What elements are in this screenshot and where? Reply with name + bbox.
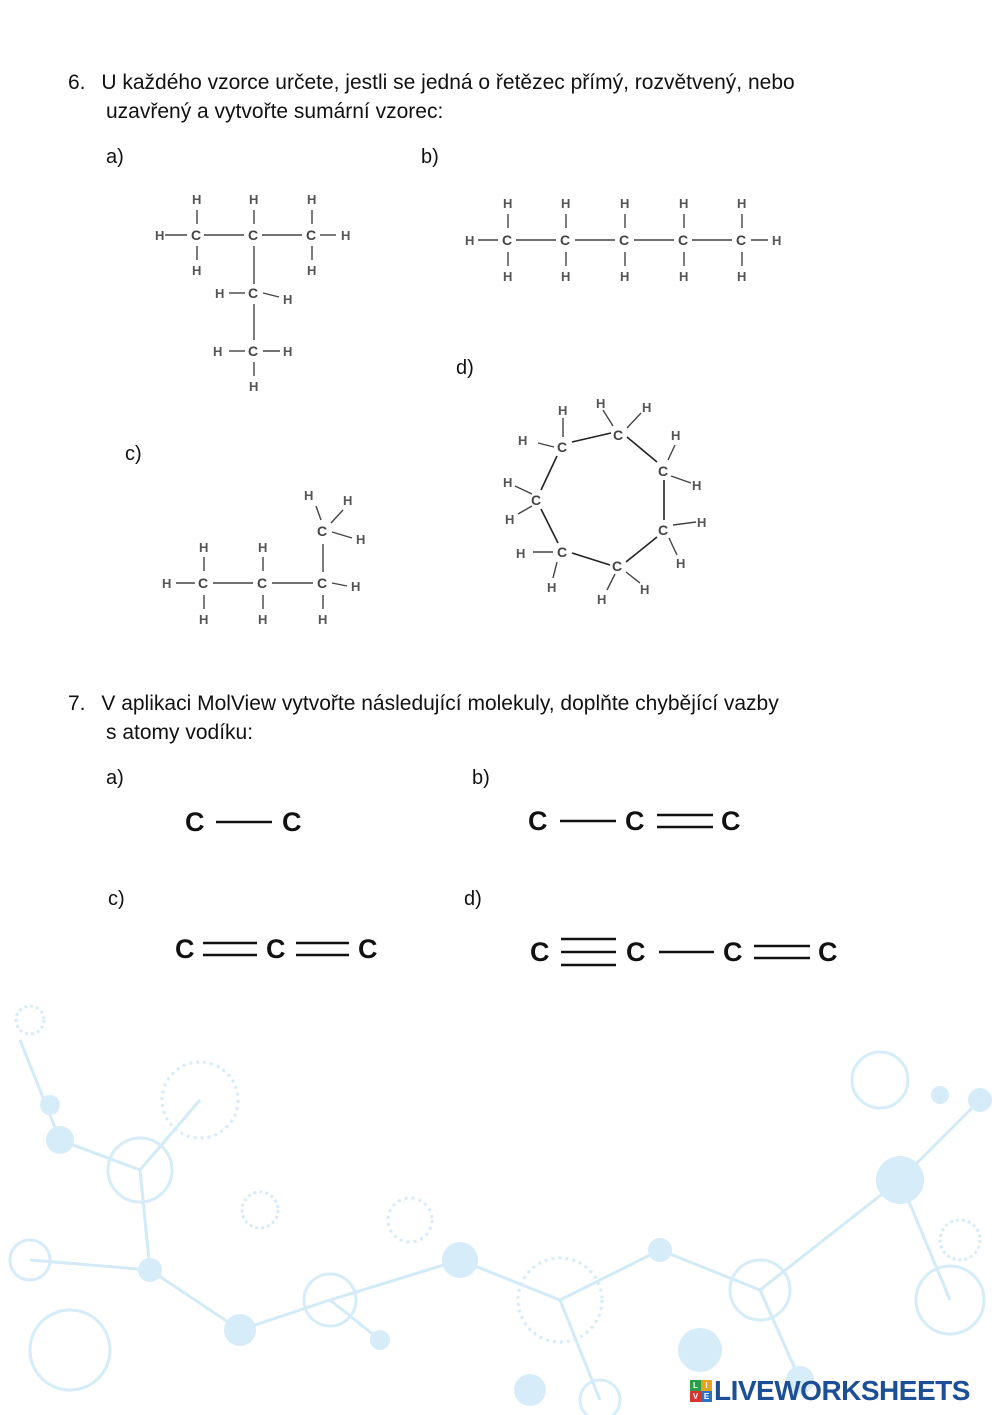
h-atom: H: [341, 228, 351, 243]
c-atom: C: [560, 232, 571, 248]
c-atom: C: [613, 427, 624, 443]
h-atom: H: [596, 396, 606, 411]
h-atom: H: [215, 286, 225, 301]
c-atom: C: [317, 523, 328, 539]
h-atom: H: [283, 292, 293, 307]
question-number: 6.: [68, 71, 86, 94]
h-atom: H: [676, 556, 686, 571]
h-atom: H: [679, 269, 689, 284]
c-atom: C: [612, 558, 623, 574]
h-atom: H: [343, 493, 353, 508]
c-atom: C: [531, 492, 542, 508]
c-atom: C: [248, 227, 259, 243]
h-atom: H: [199, 540, 209, 555]
c-atom: C: [530, 937, 550, 967]
c-atom: C: [723, 937, 743, 967]
h-atom: H: [547, 580, 557, 595]
question-number: 7.: [68, 692, 86, 715]
logo-text: LIVEWORKSHEETS: [714, 1375, 970, 1406]
h-atom: H: [258, 612, 268, 627]
c-atom: C: [658, 522, 669, 538]
c-atom: C: [736, 232, 747, 248]
h-atom: H: [307, 263, 317, 278]
question-7-line2: s atomy vodíku:: [106, 721, 254, 744]
label-7d: d): [464, 888, 482, 910]
h-atom: H: [258, 540, 268, 555]
c-atom: C: [358, 934, 378, 964]
h-atom: H: [737, 269, 747, 284]
h-atom: H: [620, 196, 630, 211]
c-atom: C: [306, 227, 317, 243]
h-atom: H: [640, 582, 650, 597]
h-atom: H: [597, 592, 607, 607]
h-atom: H: [465, 233, 475, 248]
c-atom: C: [317, 575, 328, 591]
h-atom: H: [505, 512, 515, 527]
c-atom: C: [678, 232, 689, 248]
c-atom: C: [528, 806, 548, 836]
c-atom: C: [625, 806, 645, 836]
c-atom: C: [175, 934, 195, 964]
h-atom: H: [620, 269, 630, 284]
label-6b: b): [421, 146, 439, 168]
c-atom: C: [185, 807, 205, 837]
h-atom: H: [561, 269, 571, 284]
liveworksheets-logo: [690, 1375, 970, 1406]
h-atom: H: [356, 532, 366, 547]
c-atom: C: [248, 285, 259, 301]
c-atom: C: [818, 937, 838, 967]
label-7a: a): [106, 767, 124, 789]
h-atom: H: [192, 192, 202, 207]
h-atom: H: [516, 546, 526, 561]
h-atom: H: [318, 612, 328, 627]
h-atom: H: [162, 576, 172, 591]
c-atom: C: [248, 343, 259, 359]
h-atom: H: [737, 196, 747, 211]
h-atom: H: [642, 400, 652, 415]
h-atom: H: [249, 192, 259, 207]
h-atom: H: [518, 433, 528, 448]
h-atom: H: [697, 515, 707, 530]
h-atom: H: [561, 196, 571, 211]
c-atom: C: [557, 544, 568, 560]
h-atom: H: [249, 379, 259, 394]
h-atom: H: [351, 579, 361, 594]
c-atom: C: [266, 934, 286, 964]
c-atom: C: [626, 937, 646, 967]
c-atom: C: [502, 232, 513, 248]
c-atom: C: [721, 806, 741, 836]
h-atom: H: [503, 475, 513, 490]
molecule-7c: [175, 934, 378, 964]
question-6-line2: uzavřený a vytvořte sumární vzorec:: [106, 100, 444, 123]
h-atom: H: [155, 228, 165, 243]
c-atom: C: [198, 575, 209, 591]
c-atom: C: [619, 232, 630, 248]
h-atom: H: [503, 196, 513, 211]
h-atom: H: [213, 344, 223, 359]
molecule-7b: [528, 806, 741, 836]
c-atom: C: [282, 807, 302, 837]
h-atom: H: [558, 403, 568, 418]
c-atom: C: [658, 463, 669, 479]
h-atom: H: [307, 192, 317, 207]
h-atom: H: [304, 488, 314, 503]
molecule-7a: [185, 807, 302, 837]
label-7b: b): [472, 767, 490, 789]
h-atom: H: [192, 263, 202, 278]
label-6d: d): [456, 357, 474, 379]
label-6c: c): [125, 443, 142, 465]
c-atom: C: [191, 227, 202, 243]
h-atom: H: [772, 233, 782, 248]
molecule-7d: [530, 937, 838, 967]
question-text-line1: V aplikaci MolView vytvořte následující molekuly, doplňte chybějící vazby: [101, 692, 779, 715]
h-atom: H: [679, 196, 689, 211]
logo-mark: L I V E: [690, 1380, 712, 1402]
question-text-line1: U každého vzorce určete, jestli se jedná o řetězec přímý, rozvětvený, nebo: [101, 71, 795, 94]
h-atom: H: [199, 612, 209, 627]
c-atom: C: [557, 439, 568, 455]
h-atom: H: [671, 428, 681, 443]
label-6a: a): [106, 146, 124, 168]
h-atom: H: [503, 269, 513, 284]
label-7c: c): [108, 888, 125, 910]
h-atom: H: [283, 344, 293, 359]
c-atom: C: [257, 575, 268, 591]
h-atom: H: [692, 478, 702, 493]
